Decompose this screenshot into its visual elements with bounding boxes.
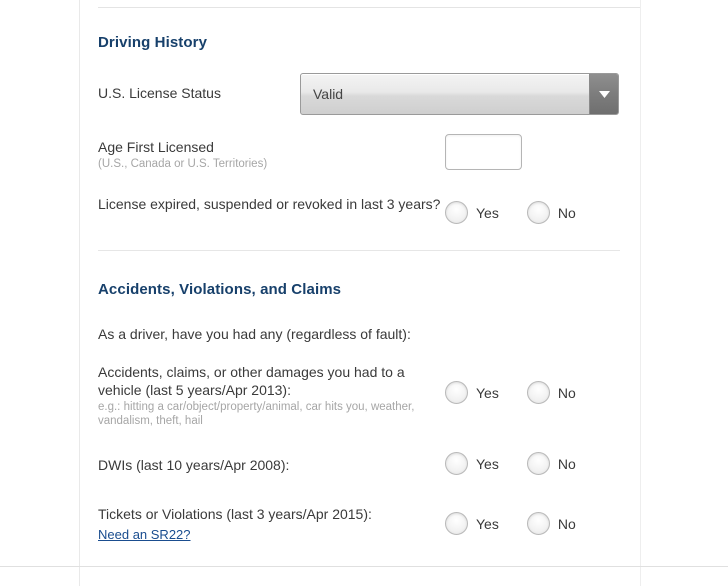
tickets-no-radio[interactable] (527, 512, 550, 535)
license-status-selected-value: Valid (313, 86, 344, 102)
section-divider (98, 250, 620, 251)
license-revoked-yes-label: Yes (476, 204, 499, 221)
sr22-link[interactable]: Need an SR22? (98, 527, 191, 542)
page-gutter-left (0, 0, 80, 586)
page-gutter-right (640, 0, 728, 586)
tickets-radio-group[interactable] (445, 512, 576, 535)
tickets-label: Tickets or Violations (last 3 years/Apr 2015): (98, 506, 372, 522)
bottom-divider (0, 566, 728, 567)
section-title-driving-history: Driving History (98, 34, 208, 51)
license-status-label: U.S. License Status (98, 85, 221, 101)
chevron-down-icon[interactable] (589, 74, 618, 114)
license-status-select[interactable] (300, 73, 619, 115)
accidents-no-radio[interactable] (527, 381, 550, 404)
dwis-yes-radio[interactable] (445, 452, 468, 475)
age-first-licensed-label: Age First Licensed (98, 139, 214, 155)
license-revoked-no-label: No (557, 204, 576, 221)
dwis-label: DWIs (last 10 years/Apr 2008): (98, 457, 290, 473)
license-revoked-label: License expired, suspended or revoked in last 3 years? (98, 196, 441, 212)
accidents-label: Accidents, claims, or other damages you had to a vehicle (last 5 years/Apr 2013): (98, 364, 405, 398)
dwis-radio-group[interactable] (445, 452, 576, 475)
accidents-radio-group[interactable] (445, 381, 576, 404)
tickets-no-label: No (557, 515, 576, 532)
accidents-section-intro: As a driver, have you had any (regardless of fault): (98, 326, 411, 342)
dwis-no-radio[interactable] (527, 452, 550, 475)
dwis-no-label: No (557, 455, 576, 472)
age-first-licensed-sublabel: (U.S., Canada or U.S. Territories) (98, 158, 268, 170)
age-first-licensed-input[interactable] (445, 134, 522, 170)
license-revoked-radio-group[interactable] (445, 201, 576, 224)
tickets-yes-radio[interactable] (445, 512, 468, 535)
top-divider (98, 7, 640, 8)
accidents-yes-radio[interactable] (445, 381, 468, 404)
accidents-no-label: No (557, 384, 576, 401)
form-content (81, 0, 640, 586)
section-title-accidents-violations-claims: Accidents, Violations, and Claims (98, 281, 342, 298)
accidents-sublabel: e.g.: hitting a car/object/property/animal, car hits you, weather, vandalism, theft, hail (98, 401, 415, 427)
dwis-yes-label: Yes (476, 455, 499, 472)
tickets-yes-label: Yes (476, 515, 499, 532)
license-revoked-yes-radio[interactable] (445, 201, 468, 224)
license-revoked-no-radio[interactable] (527, 201, 550, 224)
accidents-yes-label: Yes (476, 384, 499, 401)
